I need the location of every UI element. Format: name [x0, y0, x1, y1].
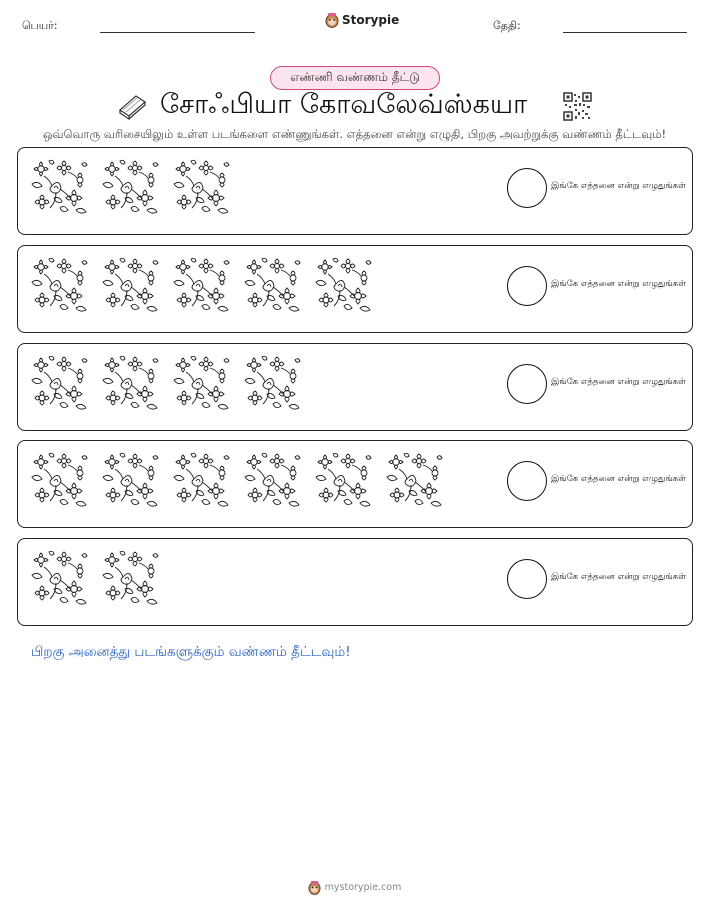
- answer-hint: இங்கே எத்தனை என்று எழுதுங்கள்: [551, 474, 686, 484]
- answer-circle[interactable]: [507, 461, 547, 501]
- worksheet-title: சோஃபியா கோவலேவ்ஸ்கயா: [160, 89, 528, 120]
- coloring-instruction: பிறகு அனைத்து படங்களுக்கும் வண்ணம் தீட்டவும்!: [31, 644, 351, 660]
- flower-pattern-icon[interactable]: [101, 451, 159, 509]
- site-url[interactable]: mystorypie.com: [324, 882, 402, 893]
- instructions: ஒவ்வொரு வரிசையிலும் உள்ள படங்களை எண்ணுங்கள். எத்தனை என்று எழுதி, பிறகு அவற்றுக்கு வண்ணம் தீட்டவும்!: [42, 127, 667, 141]
- flower-pattern-icon[interactable]: [314, 451, 372, 509]
- storypie-mascot-icon: [325, 12, 339, 28]
- storypie-mascot-icon: [308, 880, 321, 895]
- picture-group: [30, 256, 372, 314]
- storypie-logo: [325, 12, 399, 28]
- picture-group: [30, 549, 159, 607]
- flower-pattern-icon[interactable]: [385, 451, 443, 509]
- answer-hint: இங்கே எத்தனை என்று எழுதுங்கள்: [551, 377, 686, 387]
- answer-circle[interactable]: [507, 559, 547, 599]
- picture-group: [30, 451, 443, 509]
- counting-row: [17, 343, 693, 431]
- answer-circle[interactable]: [507, 266, 547, 306]
- name-label: பெயர்:: [22, 19, 58, 32]
- flower-pattern-icon[interactable]: [30, 256, 88, 314]
- flower-pattern-icon[interactable]: [101, 158, 159, 216]
- flower-pattern-icon[interactable]: [30, 354, 88, 412]
- worksheet-header: [0, 0, 709, 48]
- flower-pattern-icon[interactable]: [101, 549, 159, 607]
- answer-hint: இங்கே எத்தனை என்று எழுதுங்கள்: [551, 279, 686, 289]
- date-line[interactable]: [563, 32, 687, 33]
- answer-hint: இங்கே எத்தனை என்று எழுதுங்கள்: [551, 181, 686, 191]
- flower-pattern-icon[interactable]: [30, 158, 88, 216]
- flower-pattern-icon[interactable]: [101, 354, 159, 412]
- flower-pattern-icon[interactable]: [101, 256, 159, 314]
- flower-pattern-icon[interactable]: [172, 256, 230, 314]
- counting-row: [17, 147, 693, 235]
- worksheet-type-badge: எண்ணி வண்ணம் தீட்டு: [270, 66, 440, 90]
- flower-pattern-icon[interactable]: [314, 256, 372, 314]
- footer-brand: [0, 880, 709, 895]
- name-line[interactable]: [100, 32, 255, 33]
- flower-pattern-icon[interactable]: [172, 354, 230, 412]
- brand-name: Storypie: [342, 13, 400, 27]
- picture-group: [30, 354, 301, 412]
- answer-hint: இங்கே எத்தனை என்று எழுதுங்கள்: [551, 572, 686, 582]
- flower-pattern-icon[interactable]: [172, 451, 230, 509]
- answer-circle[interactable]: [507, 364, 547, 404]
- answer-circle[interactable]: [507, 168, 547, 208]
- flower-pattern-icon[interactable]: [30, 451, 88, 509]
- flower-pattern-icon[interactable]: [172, 158, 230, 216]
- date-label: தேதி:: [493, 19, 521, 32]
- flower-pattern-icon[interactable]: [243, 256, 301, 314]
- flower-pattern-icon[interactable]: [243, 354, 301, 412]
- counting-row: [17, 538, 693, 626]
- flower-pattern-icon[interactable]: [243, 451, 301, 509]
- flower-pattern-icon[interactable]: [30, 549, 88, 607]
- counting-row: [17, 440, 693, 528]
- book-icon: [116, 92, 148, 120]
- title-row: [0, 88, 709, 124]
- picture-group: [30, 158, 230, 216]
- counting-row: [17, 245, 693, 333]
- qr-code-icon: [563, 92, 592, 121]
